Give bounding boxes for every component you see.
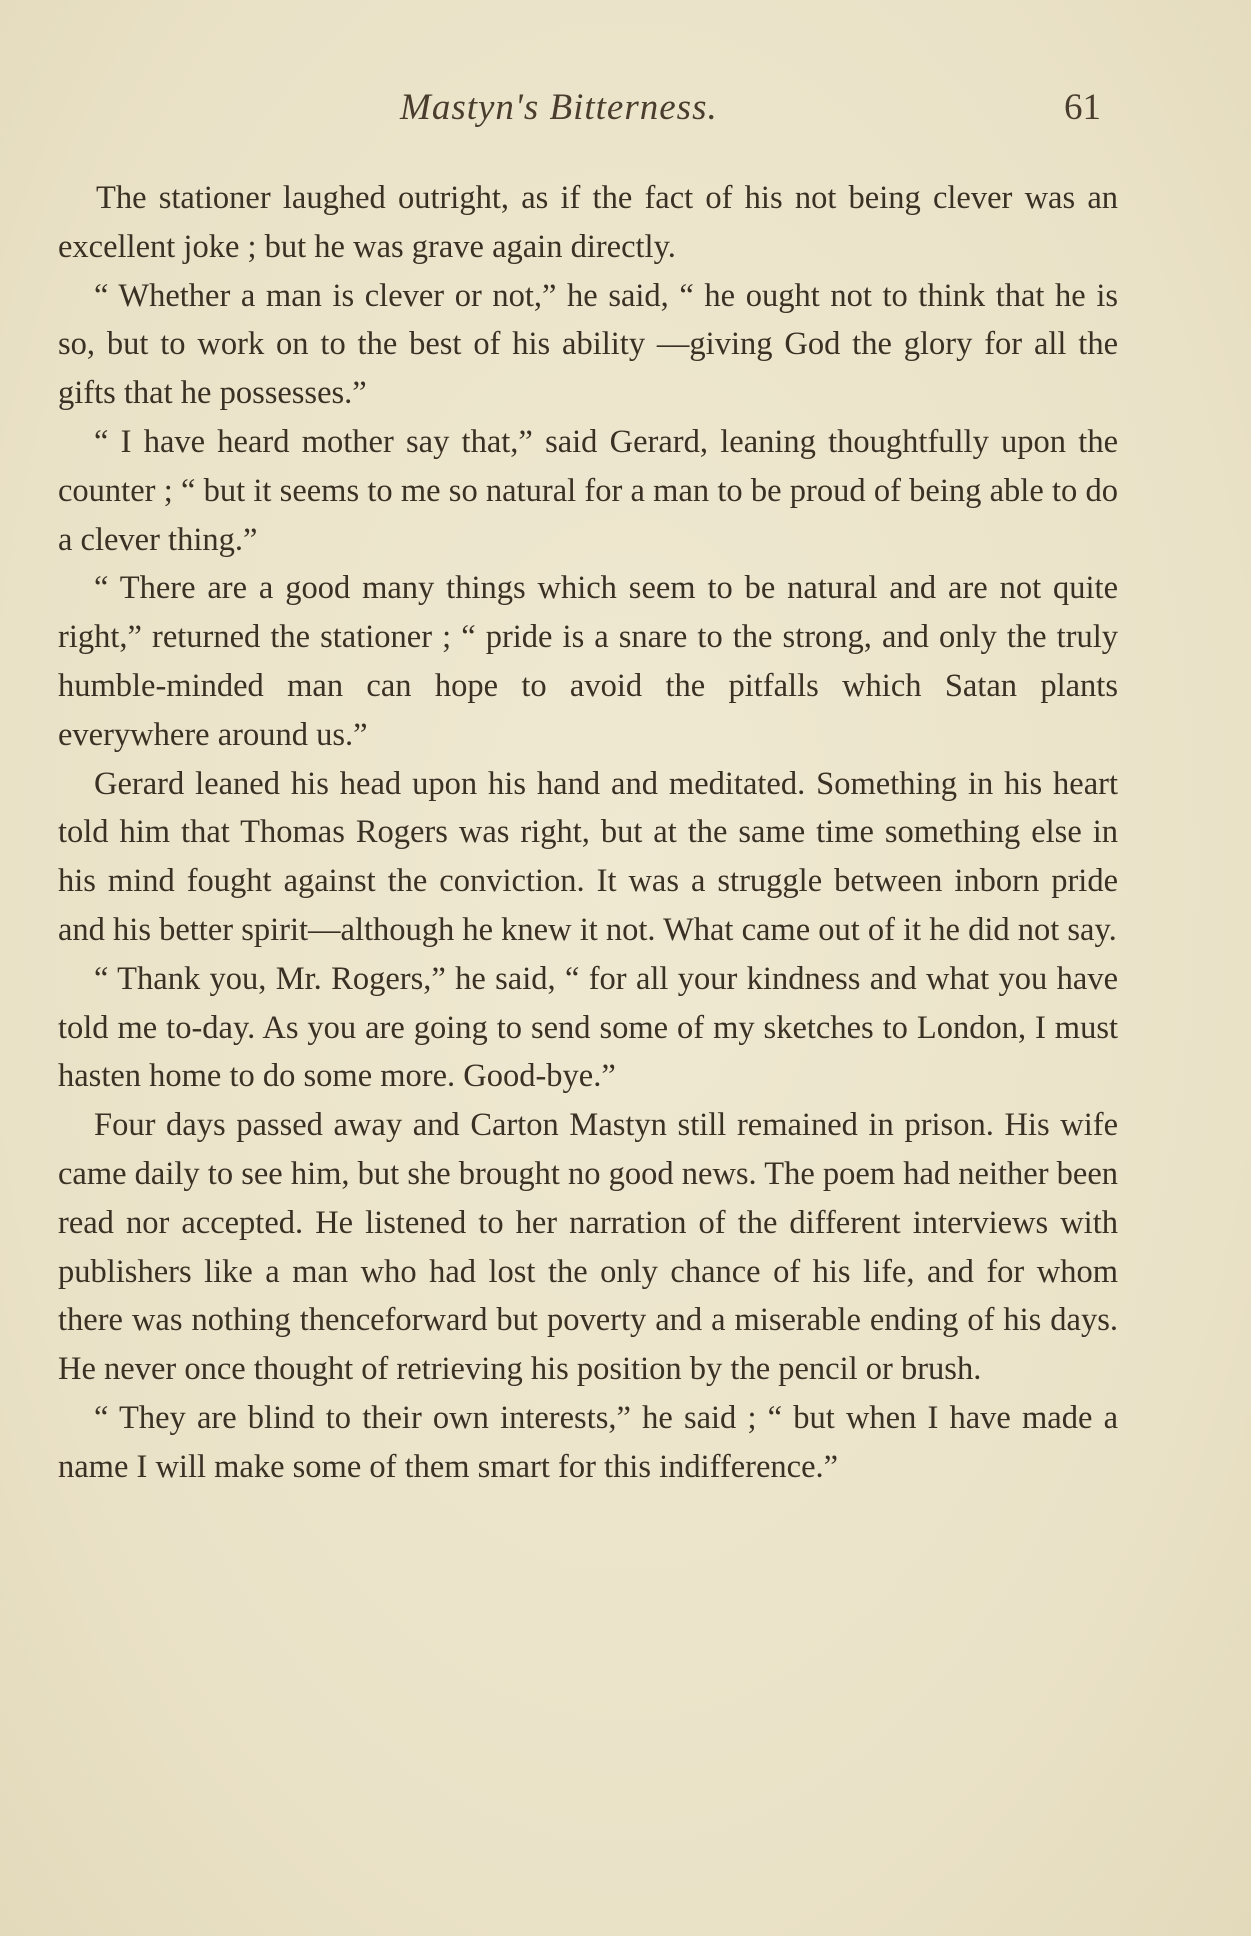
- paragraph: Four days passed away and Carton Mastyn still remained in prison. His wife came daily to see him, but she brought no good news. The poem had neither been read nor accepted. He listened to her narration of the different interviews with publishers like a man who had lost the only chance of his life, and for whom there was nothing thenceforward but poverty and a miserable ending of his days. He never once thought of retrieving his position by the pencil or brush.: [58, 1107, 1118, 1388]
- paragraph: “ They are blind to their own interests,” he said ; “ but when I have made a name I will make some of them smart for this indifference.”: [58, 1399, 1118, 1485]
- running-head: [0, 86, 1251, 136]
- paragraph: Gerard leaned his head upon his hand and meditated. Something in his heart told him that Thomas Rogers was right, but at the same time something else in his mind fought against the conviction. It was a struggle between inborn pride and his better spirit—although he knew it not. What came out of it he did not say.: [58, 765, 1118, 948]
- paragraph: “ I have heard mother say that,” said Gerard, leaning thoughtfully upon the counter ; “ but it seems to me so natural for a man to be proud of being able to do a clever thing.”: [58, 423, 1118, 558]
- paragraph: “ Thank you, Mr. Rogers,” he said, “ for all your kindness and what you have told me to-day. As you are going to send some of my sketches to London, I must hasten home to do some more. Good-bye.”: [58, 960, 1118, 1095]
- paragraph: The stationer laughed outright, as if the fact of his not being clever was an excellent joke ; but he was grave again directly.: [58, 180, 1118, 265]
- body-text: [58, 174, 1118, 1492]
- running-title: Mastyn's Bitterness.: [400, 87, 718, 128]
- paragraph: “ Whether a man is clever or not,” he said, “ he ought not to think that he is so, but to work on to the best of his ability —giving God the glory for all the gifts that he possesses.”: [58, 277, 1118, 412]
- paragraph: “ There are a good many things which seem to be natural and are not quite right,” returned the stationer ; “ pride is a snare to the strong, and only the truly humble-minded man can hope to avoid the pitfalls which Satan plants everywhere around us.”: [58, 570, 1118, 753]
- page-number: 61: [1064, 87, 1101, 128]
